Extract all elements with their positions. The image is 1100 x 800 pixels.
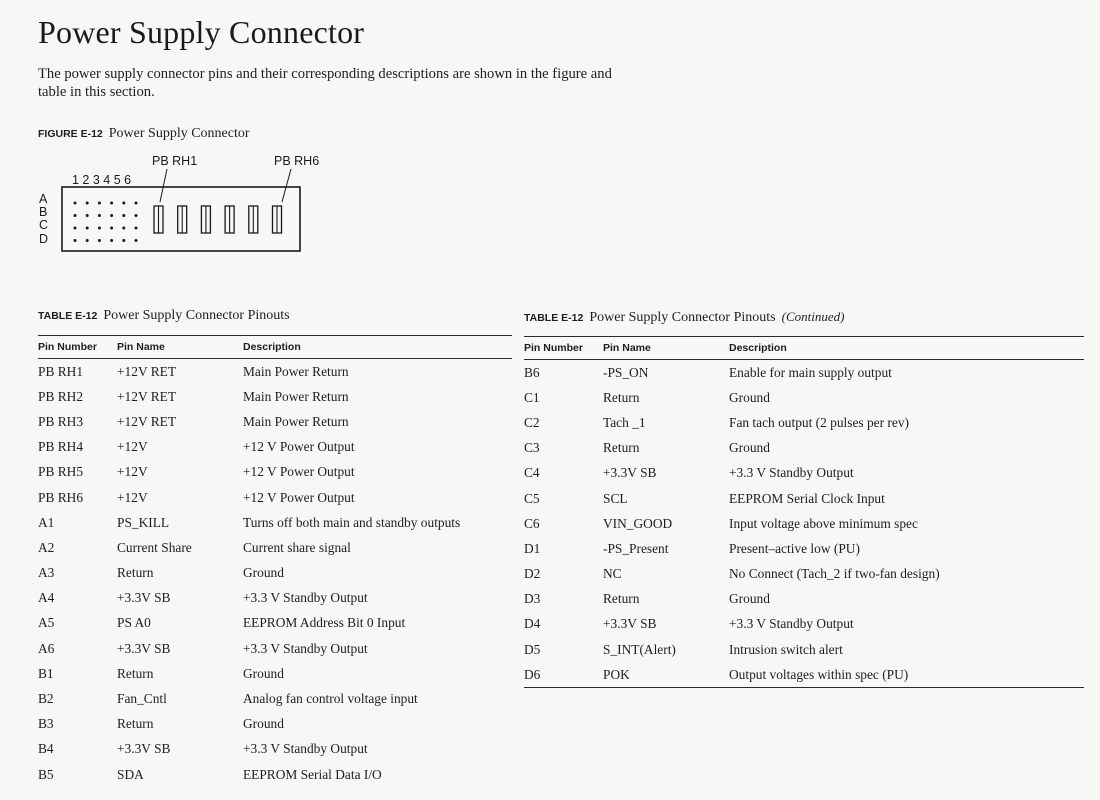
pin-name-cell: -PS_Present xyxy=(603,540,669,556)
table-row xyxy=(38,712,512,737)
table1-caption xyxy=(38,308,290,324)
description-cell: +12 V Power Output xyxy=(243,489,355,505)
description-cell: Ground xyxy=(243,716,284,732)
table-row xyxy=(38,737,512,762)
description-cell: +3.3 V Standby Output xyxy=(243,640,368,656)
pin-name-cell: Return xyxy=(117,565,154,581)
pin-name-cell: SDA xyxy=(117,766,144,782)
column-header-description: Description xyxy=(729,337,1084,360)
pin-number-cell: A6 xyxy=(38,640,55,656)
pinout-table xyxy=(38,335,512,787)
table-row xyxy=(38,485,512,510)
description-cell: EEPROM Serial Data I/O xyxy=(243,766,382,782)
pin-name-cell: +12V RET xyxy=(117,413,177,429)
signal-pin xyxy=(86,227,89,230)
description-cell: Present–active low (PU) xyxy=(729,540,860,556)
signal-pin xyxy=(135,239,138,242)
table-row xyxy=(38,510,512,535)
figure-caption-text: Power Supply Connector xyxy=(108,126,250,141)
table-row xyxy=(38,661,512,686)
table-row xyxy=(524,637,1084,662)
pin-number-cell: D6 xyxy=(524,662,603,688)
pin-number-cell: C2 xyxy=(524,414,540,430)
signal-pin xyxy=(74,227,77,230)
signal-pin xyxy=(110,202,113,205)
description-cell: Intrusion switch alert xyxy=(729,641,843,657)
description-cell: Ground xyxy=(729,591,770,607)
description-cell: +3.3 V Standby Output xyxy=(243,590,368,606)
pinout-table-continued xyxy=(524,336,1084,688)
pin-name-cell: +3.3V SB xyxy=(117,741,171,757)
pin-number-cell: C6 xyxy=(524,515,540,531)
pin-number-cell: PB RH6 xyxy=(38,489,84,505)
table-row xyxy=(38,359,512,385)
pin-name-cell: +3.3V SB xyxy=(603,465,657,481)
pin-name-cell: +3.3V SB xyxy=(603,616,657,632)
signal-pin xyxy=(74,214,77,217)
table-row xyxy=(524,511,1084,536)
table-row xyxy=(38,686,512,711)
power-blade xyxy=(249,206,258,233)
pin-name-cell: SCL xyxy=(603,490,628,506)
pin-number-cell: C3 xyxy=(524,440,540,456)
table2-label: TABLE E-12 xyxy=(524,312,584,324)
signal-pin xyxy=(122,239,125,242)
table-row xyxy=(524,662,1084,688)
description-cell: Ground xyxy=(243,565,284,581)
table-row xyxy=(38,435,512,460)
table-row xyxy=(524,486,1084,511)
table-row xyxy=(38,384,512,409)
description-cell: Output voltages within spec (PU) xyxy=(729,662,1084,688)
description-cell: Ground xyxy=(243,665,284,681)
table-row xyxy=(524,461,1084,486)
signal-pin xyxy=(122,214,125,217)
signal-pin-grid xyxy=(74,202,138,243)
signal-pin xyxy=(110,227,113,230)
table-row xyxy=(524,436,1084,461)
table1-label: TABLE E-12 xyxy=(38,310,98,322)
power-blade xyxy=(225,206,234,233)
pin-number-cell: D5 xyxy=(524,641,541,657)
table-row xyxy=(524,385,1084,410)
pin-name-cell: +12V RET xyxy=(117,388,177,404)
pin-name-cell: Return xyxy=(603,591,640,607)
pin-name-cell: Return xyxy=(603,389,640,405)
column-header-pin-number: Pin Number xyxy=(524,337,603,360)
column-header-pin-name: Pin Name xyxy=(603,337,729,360)
description-cell: Main Power Return xyxy=(243,413,349,429)
pin-number-cell: D2 xyxy=(524,566,541,582)
pin-number-cell: PB RH1 xyxy=(38,363,84,379)
pin-name-cell: -PS_ON xyxy=(603,364,649,380)
pin-name-cell: Return xyxy=(117,716,154,732)
pin-name-cell: Tach _1 xyxy=(603,414,646,430)
description-cell: EEPROM Serial Clock Input xyxy=(729,490,885,506)
description-cell: +12 V Power Output xyxy=(243,439,355,455)
table-row xyxy=(38,535,512,560)
table-row xyxy=(524,536,1084,561)
signal-pin xyxy=(74,202,77,205)
row-letter-d: D xyxy=(39,232,49,246)
description-cell: Current share signal xyxy=(243,539,351,555)
signal-pin xyxy=(98,227,101,230)
signal-pin xyxy=(135,202,138,205)
pin-name-cell: PS A0 xyxy=(117,615,151,631)
table-row xyxy=(38,561,512,586)
description-cell: Analog fan control voltage input xyxy=(243,691,418,707)
pin-name-cell: S_INT(Alert) xyxy=(603,641,676,657)
signal-pin xyxy=(74,239,77,242)
pin-name-cell: POK xyxy=(603,662,729,688)
table-row xyxy=(38,460,512,485)
description-cell: Turns off both main and standby outputs xyxy=(243,514,461,530)
connector-outline xyxy=(62,187,300,251)
pin-number-cell: PB RH3 xyxy=(38,413,84,429)
pin-number-cell: A1 xyxy=(38,514,55,530)
pin-number-cell: A5 xyxy=(38,615,55,631)
pin-name-cell: Fan_Cntl xyxy=(117,691,167,707)
column-header-description: Description xyxy=(243,336,512,359)
pin-number-cell: A2 xyxy=(38,539,55,555)
description-cell: Fan tach output (2 pulses per rev) xyxy=(729,414,909,430)
description-cell: Enable for main supply output xyxy=(729,364,892,380)
pin-name-cell: +12V xyxy=(117,489,148,505)
signal-pin xyxy=(110,214,113,217)
signal-pin xyxy=(110,239,113,242)
figure-caption xyxy=(38,126,250,142)
signal-pin xyxy=(122,227,125,230)
table-row xyxy=(524,612,1084,637)
signal-pin xyxy=(135,227,138,230)
signal-pin xyxy=(98,239,101,242)
signal-pin xyxy=(86,239,89,242)
table-row xyxy=(38,409,512,434)
pin-number-cell: C1 xyxy=(524,389,540,405)
table2-caption xyxy=(524,309,844,326)
pin-name-cell: Return xyxy=(603,440,640,456)
signal-pin xyxy=(98,202,101,205)
pin-name-cell: +3.3V SB xyxy=(117,640,171,656)
description-cell: Input voltage above minimum spec xyxy=(729,515,918,531)
power-blade xyxy=(273,206,282,233)
column-header-pin-number: Pin Number xyxy=(38,336,117,359)
table-header-row xyxy=(38,336,512,359)
callout-pb-rh1: PB RH1 xyxy=(152,154,198,168)
table-row xyxy=(524,360,1084,386)
description-cell: Ground xyxy=(729,389,770,405)
table-header-row xyxy=(524,337,1084,360)
description-cell: EEPROM Address Bit 0 Input xyxy=(243,615,406,631)
pin-number-cell: B5 xyxy=(38,766,54,782)
column-numbers: 1 2 3 4 5 6 xyxy=(72,173,132,187)
figure-label: FIGURE E-12 xyxy=(38,128,103,140)
table1-caption-text: Power Supply Connector Pinouts xyxy=(103,308,290,323)
pin-name-cell: +12V RET xyxy=(117,363,177,379)
intro-paragraph: The power supply connector pins and their corresponding descriptions are shown in the figure and table in this section. xyxy=(38,66,612,100)
row-letter-c: C xyxy=(39,218,49,232)
description-cell: Main Power Return xyxy=(243,363,349,379)
pin-name-cell: +12V xyxy=(117,439,148,455)
pin-name-cell: +3.3V SB xyxy=(117,590,171,606)
description-cell: Ground xyxy=(729,440,770,456)
pin-number-cell: B3 xyxy=(38,716,54,732)
pin-number-cell: A3 xyxy=(38,565,55,581)
table-row xyxy=(524,587,1084,612)
pin-number-cell: D3 xyxy=(524,591,541,607)
table2-caption-text: Power Supply Connector Pinouts xyxy=(589,310,776,325)
pin-number-cell: B2 xyxy=(38,691,54,707)
pin-number-cell: PB RH2 xyxy=(38,388,84,404)
table-row xyxy=(38,636,512,661)
pin-number-cell: B4 xyxy=(38,741,54,757)
description-cell: No Connect (Tach_2 if two-fan design) xyxy=(729,566,940,582)
description-cell: +3.3 V Standby Output xyxy=(729,616,854,632)
callout-line-right xyxy=(282,169,291,202)
description-cell: Main Power Return xyxy=(243,388,349,404)
power-blade xyxy=(154,206,163,233)
callout-pb-rh6: PB RH6 xyxy=(274,154,320,168)
pin-name-cell: VIN_GOOD xyxy=(603,515,673,531)
pin-name-cell: NC xyxy=(603,566,622,582)
table-row xyxy=(524,562,1084,587)
table2-continued: (Continued) xyxy=(781,309,845,324)
connector-diagram xyxy=(36,150,336,260)
pin-number-cell: PB RH4 xyxy=(38,439,84,455)
table-row xyxy=(38,762,512,787)
power-blade-group xyxy=(154,206,282,233)
pin-name-cell: Current Share xyxy=(117,539,192,555)
signal-pin xyxy=(135,214,138,217)
row-letter-a: A xyxy=(39,192,48,206)
pin-number-cell: B6 xyxy=(524,364,540,380)
signal-pin xyxy=(86,214,89,217)
table-row xyxy=(524,410,1084,435)
description-cell: +3.3 V Standby Output xyxy=(243,741,368,757)
power-blade xyxy=(201,206,210,233)
pin-name-cell: +12V xyxy=(117,464,148,480)
signal-pin xyxy=(98,214,101,217)
pin-number-cell: C4 xyxy=(524,465,540,481)
pin-number-cell: D4 xyxy=(524,616,541,632)
pin-name-cell: Return xyxy=(117,665,154,681)
pin-number-cell: C5 xyxy=(524,490,540,506)
row-letter-b: B xyxy=(39,205,48,219)
table-row xyxy=(38,611,512,636)
signal-pin xyxy=(86,202,89,205)
pin-number-cell: B1 xyxy=(38,665,54,681)
pin-number-cell: A4 xyxy=(38,590,55,606)
page-title: Power Supply Connector xyxy=(38,14,365,50)
pin-number-cell: PB RH5 xyxy=(38,464,84,480)
description-cell: +3.3 V Standby Output xyxy=(729,465,854,481)
power-blade xyxy=(178,206,187,233)
pin-name-cell: PS_KILL xyxy=(117,514,170,530)
table-row xyxy=(38,586,512,611)
pin-number-cell: D1 xyxy=(524,540,541,556)
column-header-pin-name: Pin Name xyxy=(117,336,243,359)
description-cell: +12 V Power Output xyxy=(243,464,355,480)
callout-line-left xyxy=(160,169,167,202)
signal-pin xyxy=(122,202,125,205)
